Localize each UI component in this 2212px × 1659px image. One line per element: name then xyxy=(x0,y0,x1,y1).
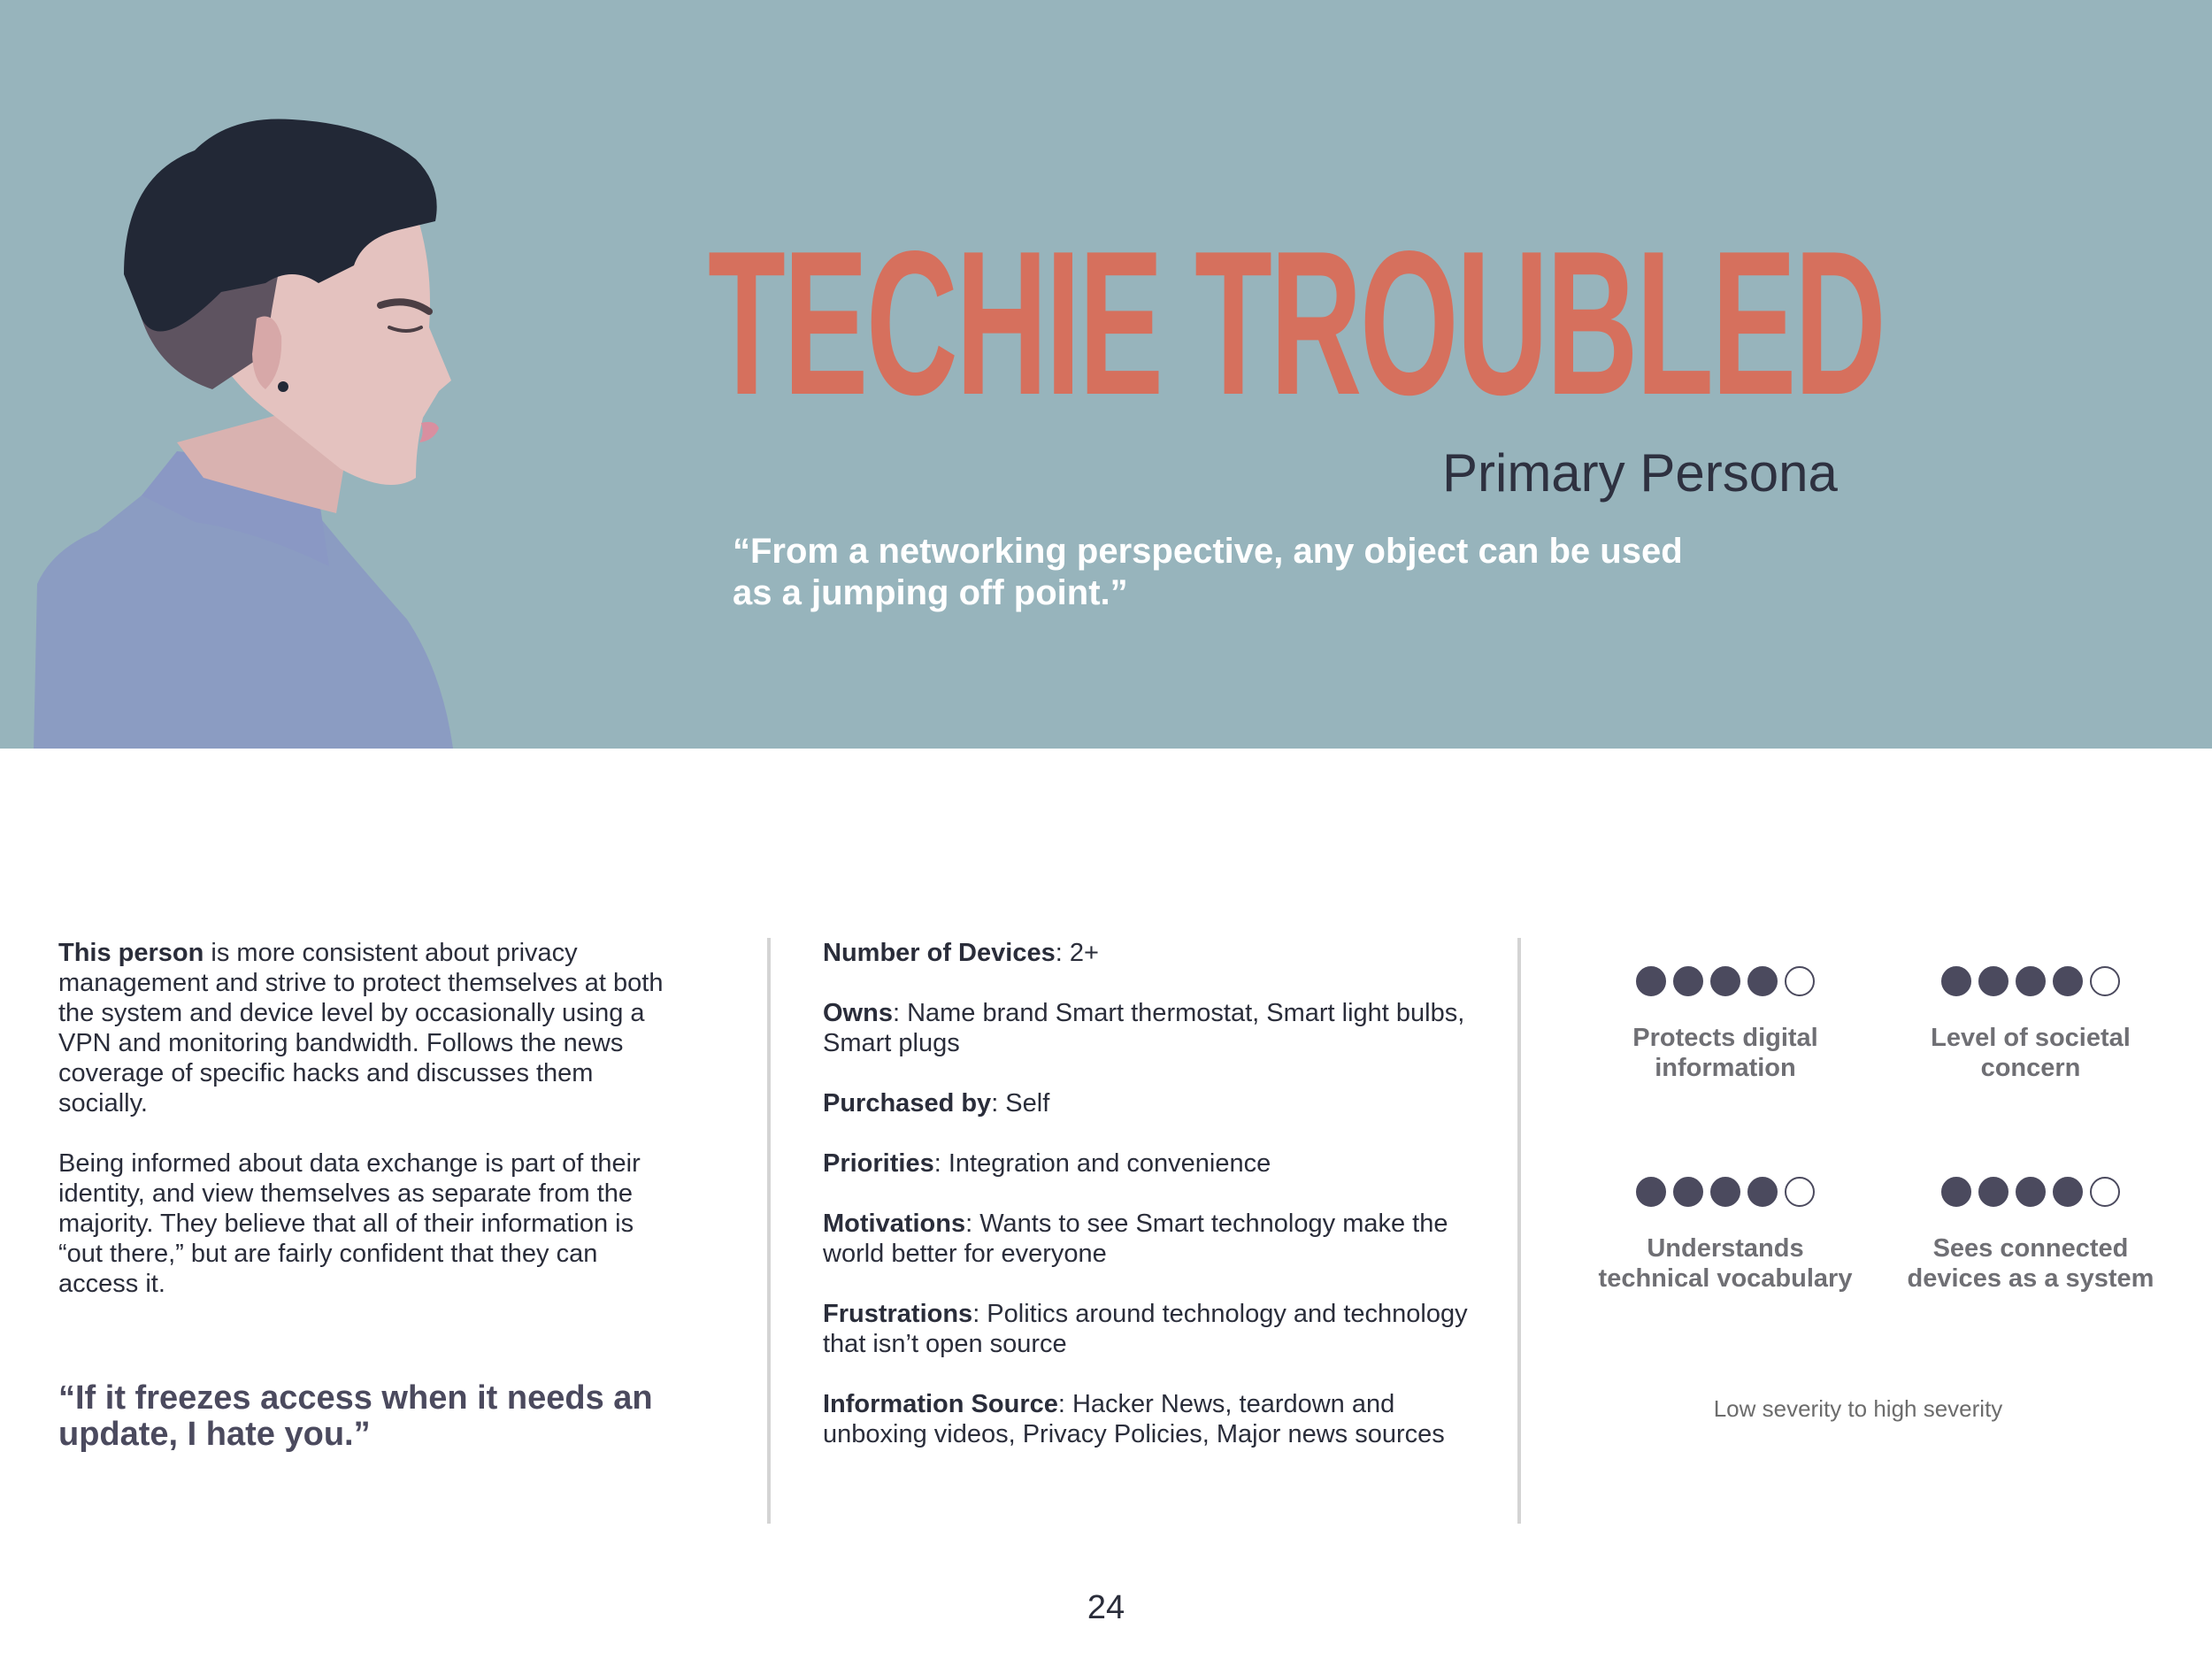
persona-subtitle: Primary Persona xyxy=(1442,443,1838,503)
rating-level-of-societal-concern xyxy=(1880,966,2181,1083)
rating-label: Protects digital information xyxy=(1632,1024,1818,1082)
rating-dot-filled xyxy=(1673,966,1703,996)
rating-dots xyxy=(1880,966,2181,996)
persona-title: TECHIE TROUBLED xyxy=(708,209,1885,438)
ratings-column xyxy=(1557,938,2177,1524)
rating-dot-filled xyxy=(2053,966,2083,996)
description-lead: This person xyxy=(58,939,204,967)
fact-value: : Self xyxy=(991,1089,1050,1118)
rating-understands-technical-vocabulary xyxy=(1575,1177,1876,1294)
banner-quote: “From a networking perspective, any object can be used as a jumping off point.” xyxy=(733,532,1683,612)
persona-portrait xyxy=(0,97,495,749)
fact-value: : Wants to see Smart technology make the world better for everyone xyxy=(823,1210,1448,1268)
fact-value: : Politics around technology and technology that isn’t open source xyxy=(823,1300,1468,1358)
persona-earring xyxy=(278,381,288,392)
fact-item xyxy=(823,1209,1486,1269)
fact-item xyxy=(823,998,1486,1058)
fact-item xyxy=(823,938,1486,968)
rating-dot-filled xyxy=(2053,1177,2083,1207)
rating-protects-digital-information xyxy=(1575,966,1876,1083)
fact-item xyxy=(823,1299,1486,1359)
fact-label: Owns xyxy=(823,999,893,1027)
rating-label: Sees connected devices as a system xyxy=(1907,1234,2154,1293)
fact-label: Motivations xyxy=(823,1210,966,1238)
rating-dot-filled xyxy=(1978,1177,2008,1207)
facts-list xyxy=(823,938,1486,1449)
fact-label: Priorities xyxy=(823,1149,934,1178)
rating-dot-empty xyxy=(2090,1177,2120,1207)
fact-label: Number of Devices xyxy=(823,939,1056,967)
description-paragraph-1 xyxy=(58,938,678,1118)
rating-sees-connected-devices xyxy=(1880,1177,2181,1294)
rating-dot-filled xyxy=(2016,966,2046,996)
rating-dots xyxy=(1880,1177,2181,1207)
rating-label: Understands technical vocabulary xyxy=(1598,1234,1853,1293)
rating-dot-empty xyxy=(1785,1177,1815,1207)
rating-dot-filled xyxy=(1978,966,2008,996)
rating-label: Level of societal concern xyxy=(1931,1024,2131,1082)
column-divider-2 xyxy=(1517,938,1521,1524)
rating-dot-filled xyxy=(1710,966,1740,996)
fact-item xyxy=(823,1389,1486,1449)
facts-column xyxy=(823,938,1486,1524)
rating-dot-filled xyxy=(1941,1177,1971,1207)
column-divider-1 xyxy=(767,938,771,1524)
fact-value: : Name brand Smart thermostat, Smart light bulbs, Smart plugs xyxy=(823,999,1465,1057)
rating-dot-filled xyxy=(1673,1177,1703,1207)
rating-dots xyxy=(1575,966,1876,996)
fact-label: Information Source xyxy=(823,1390,1058,1418)
description-paragraph-2: Being informed about data exchange is part of their identity, and view themselves as separate from the majority. They believe that all of their information is “out there,” but are fairly confident that they can access it. xyxy=(58,1149,641,1298)
rating-dot-filled xyxy=(1747,966,1778,996)
rating-dots xyxy=(1575,1177,1876,1207)
rating-dot-filled xyxy=(1636,1177,1666,1207)
persona-lips xyxy=(419,422,439,442)
header-banner xyxy=(0,0,2212,749)
rating-dot-filled xyxy=(1636,966,1666,996)
description-body: is more consistent about privacy management and strive to protect themselves at both the system and device level by occasionally using a VPN and monitoring bandwidth. Follows the news coverage of specific hacks and discusses them socially. xyxy=(58,939,664,1118)
fact-item xyxy=(823,1148,1486,1179)
page-number: 24 xyxy=(1087,1589,1125,1626)
fact-value: : 2+ xyxy=(1055,939,1099,967)
fact-item xyxy=(823,1088,1486,1118)
rating-dot-filled xyxy=(1710,1177,1740,1207)
description-column xyxy=(58,938,678,1524)
fact-value: : Hacker News, teardown and unboxing videos, Privacy Policies, Major news sources xyxy=(823,1390,1445,1448)
severity-scale-note: Low severity to high severity xyxy=(1713,1395,2003,1422)
rating-dot-filled xyxy=(2016,1177,2046,1207)
fact-label: Purchased by xyxy=(823,1089,992,1118)
rating-dot-empty xyxy=(1785,966,1815,996)
fact-value: : Integration and convenience xyxy=(933,1149,1271,1178)
fact-label: Frustrations xyxy=(823,1300,973,1328)
rating-dot-filled xyxy=(1747,1177,1778,1207)
rating-dot-filled xyxy=(1941,966,1971,996)
persona-quote: “If it freezes access when it needs an update, I hate you.” xyxy=(58,1379,653,1453)
rating-dot-empty xyxy=(2090,966,2120,996)
